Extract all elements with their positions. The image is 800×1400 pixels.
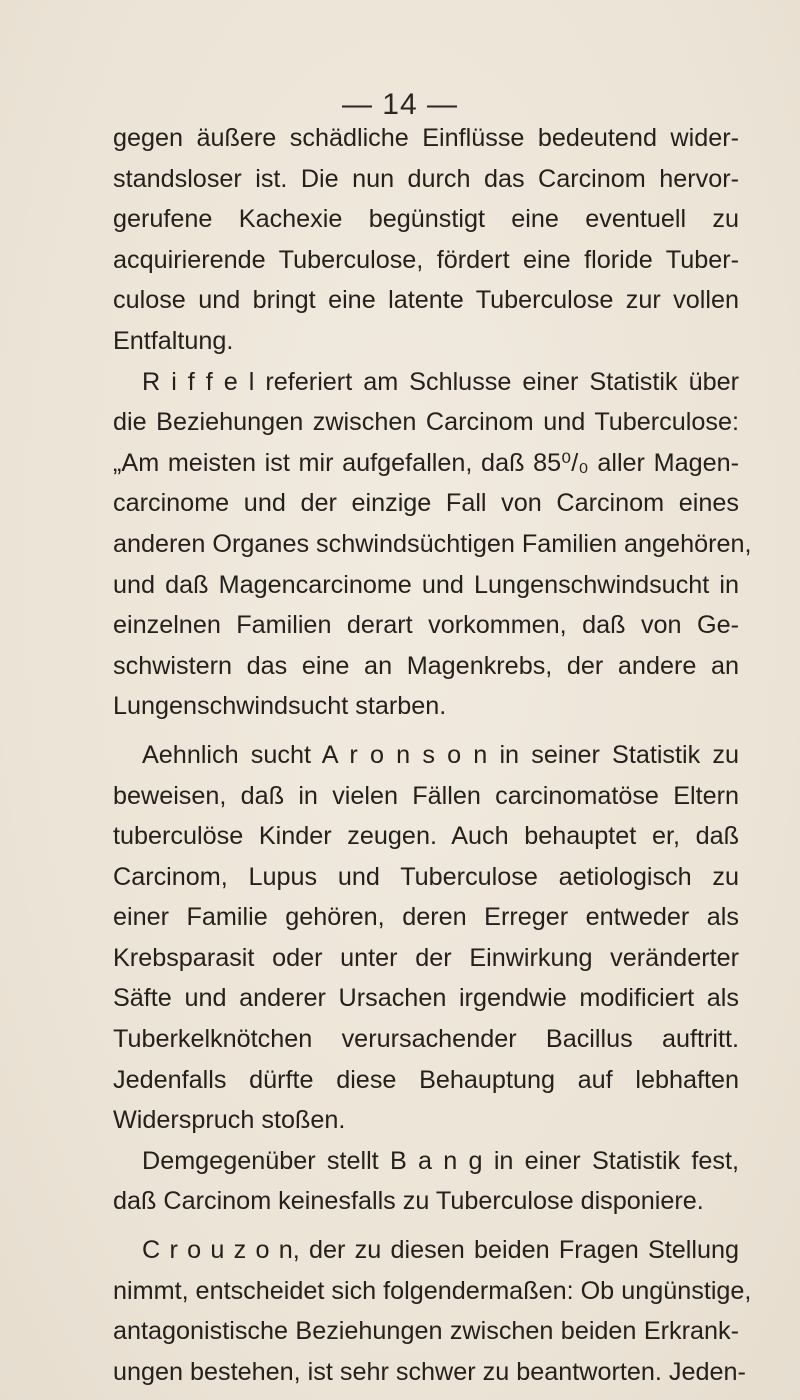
text-line: ungen bestehen, ist sehr schwer zu beantworten. Jeden-	[113, 1357, 746, 1386]
text-line: acquirierende Tuberculose, fördert eine floride Tuber-	[113, 245, 739, 274]
text-line: einzelnen Familien derart vorkommen, daß von Ge-	[113, 611, 739, 640]
text-line: daß Carcinom keinesfalls zu Tuberculose disponiere.	[113, 1187, 704, 1216]
paragraph	[113, 727, 739, 1141]
page-number: — 14 —	[341, 88, 459, 121]
text-line: carcinome und der einzige Fall von Carcinom eines	[113, 489, 739, 518]
text-line: schwistern das eine an Magenkrebs, der andere an	[113, 651, 739, 680]
text-line: einer Familie gehören, deren Erreger entweder als	[113, 903, 739, 932]
text-line: culose und bringt eine latente Tuberculose zur vollen	[113, 286, 739, 315]
paragraph-gap	[113, 1222, 739, 1230]
text-line: Tuberkelknötchen verursachender Bacillus auftritt.	[113, 1025, 739, 1054]
text-line: standsloser ist. Die nun durch das Carcinom hervor-	[113, 164, 739, 193]
text-line: Carcinom, Lupus und Tuberculose aetiologisch zu	[113, 862, 739, 891]
text-line: C r o u z o n, der zu diesen beiden Fragen Stellung	[142, 1236, 739, 1265]
text-line: R i f f e l referiert am Schlusse einer Statistik über	[142, 367, 739, 396]
text-line: beweisen, daß in vielen Fällen carcinomatöse Eltern	[113, 781, 739, 810]
body-text	[113, 118, 752, 1392]
paragraph	[113, 1141, 739, 1222]
text-line: Krebsparasit oder unter der Einwirkung veränderter	[113, 943, 739, 972]
text-line: Aehnlich sucht A r o n s o n in seiner Statistik zu	[142, 740, 739, 769]
text-line: Säfte und anderer Ursachen irgendwie modificiert als	[113, 984, 739, 1013]
text-line: anderen Organes schwindsüchtigen Familien angehören,	[113, 529, 752, 558]
text-line: nimmt, entscheidet sich folgendermaßen: Ob ungünstige,	[113, 1276, 752, 1305]
paragraph	[113, 1222, 752, 1392]
text-line: tuberculöse Kinder zeugen. Auch behauptet er, daß	[113, 822, 739, 851]
paragraph	[113, 362, 752, 727]
text-line: antagonistische Beziehungen zwischen beiden Erkrank-	[113, 1317, 739, 1346]
text-line: Lungenschwindsucht starben.	[113, 692, 447, 721]
text-line: und daß Magencarcinome und Lungenschwindsucht in	[113, 570, 739, 599]
text-line: gerufene Kachexie begünstigt eine eventuell zu	[113, 205, 739, 234]
text-line: „Am meisten ist mir aufgefallen, daß 85⁰/₀ aller Magen-	[113, 448, 739, 477]
text-line: Demgegenüber stellt B a n g in einer Statistik fest,	[142, 1146, 739, 1175]
paragraph-gap	[113, 727, 739, 735]
text-line: Widerspruch stoßen.	[113, 1106, 346, 1135]
text-line: gegen äußere schädliche Einflüsse bedeutend wider-	[113, 124, 739, 152]
text-line: die Beziehungen zwischen Carcinom und Tuberculose:	[113, 408, 739, 437]
paragraph	[113, 118, 739, 362]
text-line: Jedenfalls dürfte diese Behauptung auf lebhaften	[113, 1065, 739, 1094]
text-line: Entfaltung.	[113, 326, 234, 355]
